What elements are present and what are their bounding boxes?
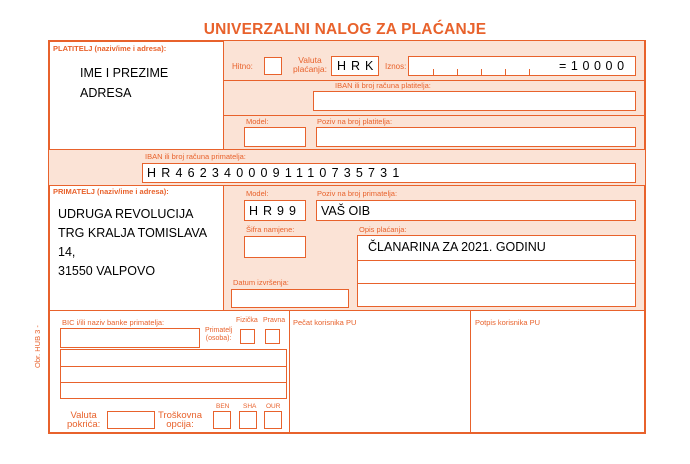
sifra-label: Šifra namjene: (246, 225, 295, 234)
sha-label: SHA (243, 403, 257, 410)
payer-poziv-label: Poziv na broj platitelja: (317, 117, 393, 126)
datum-label: Datum izvršenja: (233, 278, 289, 287)
payer-poziv-field[interactable] (316, 127, 636, 147)
payer-label: PLATITELJ (naziv/ime i adresa): (53, 44, 167, 53)
our-checkbox[interactable] (264, 411, 282, 429)
recipient-number[interactable]: 14, (58, 245, 76, 259)
pravna-label: Pravna (263, 317, 286, 324)
payer-address[interactable]: ADRESA (80, 86, 132, 100)
recipient-poziv-label: Poziv na broj primatelja: (317, 189, 398, 198)
payer-name[interactable]: IME I PREZIME (80, 66, 169, 80)
bic-label: BIC i/ili naziv banke primatelja: (62, 318, 165, 327)
bank-name-field[interactable] (60, 349, 287, 399)
sifra-field[interactable] (244, 236, 306, 258)
form-code-label: Obr. HUB 3 - (33, 325, 42, 368)
our-label: OUR (266, 403, 281, 410)
recipient-name[interactable]: UDRUGA REVOLUCIJA (58, 207, 194, 221)
hitno-checkbox[interactable] (264, 57, 282, 75)
recipient-iban-field[interactable] (142, 163, 636, 183)
currency-field[interactable] (331, 56, 379, 76)
recipient-iban-value: HR4623400091110735731 (147, 166, 405, 180)
fizicka-checkbox[interactable] (240, 329, 255, 344)
valuta-pokrica-field[interactable] (107, 411, 155, 429)
form-title: UNIVERZALNI NALOG ZA PLAĆANJE (203, 21, 487, 38)
recipient-iban-label: IBAN ili broj računa primatelja: (145, 152, 246, 161)
recipient-model-field[interactable] (244, 200, 306, 221)
recipient-poziv-field[interactable] (316, 200, 636, 221)
fizicka-label: Fizička (236, 317, 258, 324)
recipient-city[interactable]: 31550 VALPOVO (58, 264, 156, 278)
hitno-label: Hitno: (232, 62, 253, 71)
recipient-model-label: Model: (246, 189, 269, 198)
payer-model-label: Model: (246, 117, 269, 126)
recipient-label: PRIMATELJ (naziv/ime i adresa): (53, 187, 169, 196)
recipient-street[interactable]: TRG KRALJA TOMISLAVA (58, 226, 208, 240)
amount-field[interactable] (408, 56, 636, 76)
valuta-label: Valuta plaćanja: (292, 55, 328, 74)
iban-payer-label: IBAN ili broj računa platitelja: (335, 81, 431, 90)
recipient-poziv-value: VAŠ OIB (321, 204, 371, 218)
pecat-label: Pečat korisnika PU (293, 318, 357, 327)
troskovna-label: Troškovna opcija: (158, 410, 202, 430)
iznos-label: Iznos: (385, 62, 407, 71)
datum-field[interactable] (231, 289, 349, 308)
pravna-checkbox[interactable] (265, 329, 280, 344)
iban-payer-field[interactable] (313, 91, 636, 111)
primatelj-osoba-label: Primatelj (osoba): (205, 327, 233, 342)
currency-value: HRK (337, 59, 379, 73)
opis-label: Opis plaćanja: (359, 225, 407, 234)
payer-model-field[interactable] (244, 127, 306, 147)
ben-label: BEN (216, 403, 230, 410)
bic-field[interactable] (60, 328, 200, 348)
opis-value: ČLANARINA ZA 2021. GODINU (368, 240, 546, 254)
valuta-pokrica-label: Valuta pokrića: (67, 410, 101, 430)
amount-value: =10000 (559, 59, 629, 73)
sha-checkbox[interactable] (239, 411, 257, 429)
potpis-label: Potpis korisnika PU (475, 318, 541, 327)
opis-field[interactable] (357, 235, 636, 307)
ben-checkbox[interactable] (213, 411, 231, 429)
recipient-model-value: HR99 (249, 204, 301, 218)
